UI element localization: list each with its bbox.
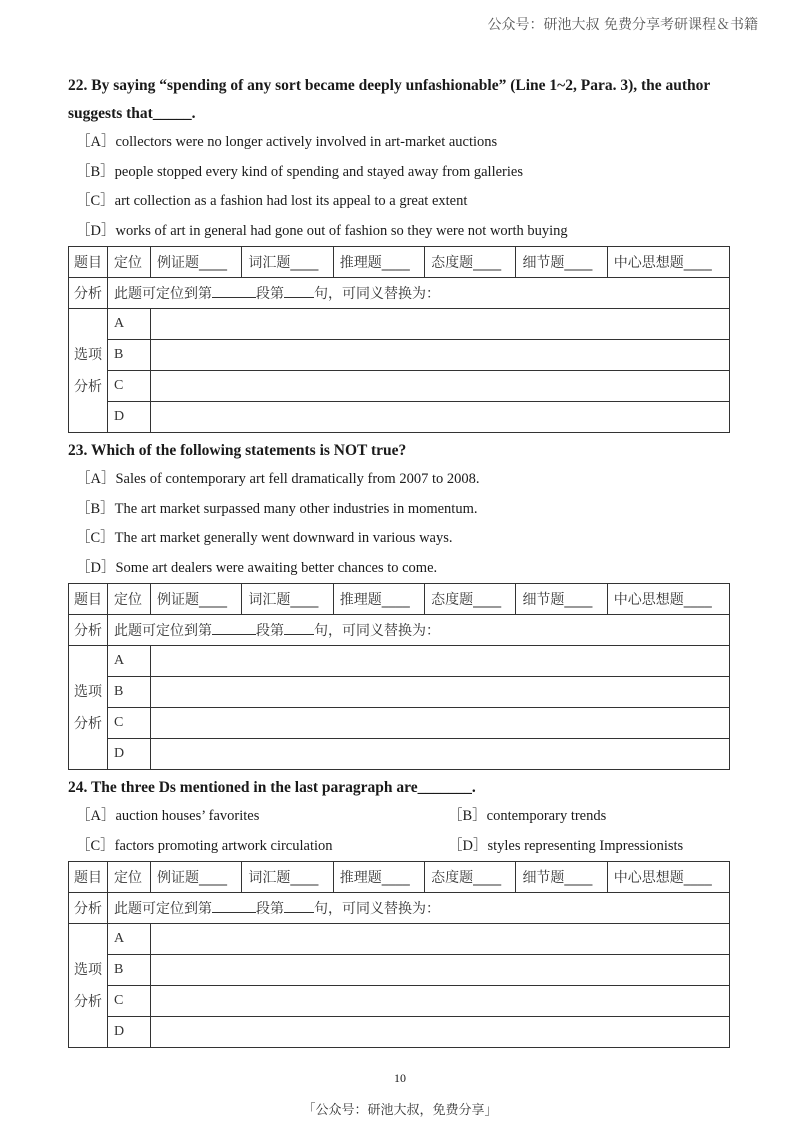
type-locate: 定位 — [108, 862, 151, 893]
type-detail: 细节题____ — [516, 584, 607, 615]
type-detail: 细节题____ — [516, 862, 607, 893]
answer-cell-a[interactable] — [151, 309, 730, 340]
footer-watermark-note: 「公众号：研池大叔，免费分享」 — [302, 1103, 498, 1118]
type-example: 例证题____ — [151, 247, 242, 278]
option-a: ［A］auction houses’ favorites — [76, 808, 260, 824]
letter-a: A — [108, 924, 151, 955]
answer-cell-c[interactable] — [151, 708, 730, 739]
letter-a: A — [108, 646, 151, 677]
option-c: ［C］factors promoting artwork circulation — [76, 837, 333, 854]
type-detail: 细节题____ — [516, 247, 607, 278]
answer-cell-c[interactable] — [151, 371, 730, 402]
option-d: ［D］Some art dealers were awaiting better chances to come. — [76, 559, 438, 576]
type-main-idea: 中心思想题____ — [607, 862, 729, 893]
worksheet-page — [68, 72, 732, 1052]
analysis-table — [68, 246, 730, 433]
type-inference: 推理题____ — [333, 862, 424, 893]
label-ti-mu: 题目 — [69, 584, 108, 615]
letter-c: C — [108, 371, 151, 402]
question-title: 22. By saying “spending of any sort became deeply unfashionable” (Line 1~2, Para. 3), the author suggests that_____. — [68, 77, 711, 122]
type-main-idea: 中心思想题____ — [607, 247, 729, 278]
label-fen-xi: 分析 — [69, 278, 108, 309]
answer-cell-d[interactable] — [151, 402, 730, 433]
letter-a: A — [108, 309, 151, 340]
letter-b: B — [108, 677, 151, 708]
type-vocabulary: 词汇题____ — [242, 247, 333, 278]
option-c: ［C］art collection as a fashion had lost its appeal to a great extent — [76, 193, 468, 209]
option-a: ［A］collectors were no longer actively involved in art-market auctions — [76, 134, 498, 150]
type-attitude: 态度题____ — [425, 247, 516, 278]
type-inference: 推理题____ — [333, 584, 424, 615]
paragraph-blank[interactable] — [212, 283, 256, 298]
answer-cell-b[interactable] — [151, 340, 730, 371]
letter-c: C — [108, 708, 151, 739]
type-vocabulary: 词汇题____ — [242, 862, 333, 893]
label-ti-mu: 题目 — [69, 862, 108, 893]
answer-cell-a[interactable] — [151, 924, 730, 955]
option-row-2 — [68, 832, 732, 862]
label-option-analysis: 选项 分析 — [69, 309, 108, 433]
locate-line[interactable]: 此题可定位到第 段第 句，可同义替换为： — [108, 893, 730, 924]
option-b: ［B］The art market surpassed many other industries in momentum. — [76, 500, 478, 517]
option-d: ［D］works of art in general had gone out of fashion so they were not worth buying — [76, 222, 568, 239]
option-a: ［A］Sales of contemporary art fell dramatically from 2007 to 2008. — [76, 471, 480, 487]
label-option-analysis: 选项 分析 — [69, 924, 108, 1048]
question-title: 24. The three Ds mentioned in the last paragraph are_______. — [68, 779, 476, 796]
type-attitude: 态度题____ — [425, 862, 516, 893]
type-inference: 推理题____ — [333, 247, 424, 278]
option-c: ［C］The art market generally went downward in various ways. — [76, 530, 453, 546]
type-vocabulary: 词汇题____ — [242, 584, 333, 615]
analysis-table — [68, 861, 730, 1048]
answer-cell-a[interactable] — [151, 646, 730, 677]
type-example: 例证题____ — [151, 584, 242, 615]
answer-cell-c[interactable] — [151, 986, 730, 1017]
letter-c: C — [108, 986, 151, 1017]
option-row-1 — [68, 802, 732, 832]
option-d: ［D］styles representing Impressionists — [448, 837, 684, 854]
question-24 — [68, 774, 732, 1048]
locate-line[interactable]: 此题可定位到第 段第 句，可同义替换为： — [108, 278, 730, 309]
label-fen-xi: 分析 — [69, 615, 108, 646]
letter-d: D — [108, 739, 151, 770]
label-fen-xi: 分析 — [69, 893, 108, 924]
type-locate: 定位 — [108, 584, 151, 615]
analysis-table — [68, 583, 730, 770]
paragraph-blank[interactable] — [212, 620, 256, 635]
answer-cell-d[interactable] — [151, 739, 730, 770]
type-example: 例证题____ — [151, 862, 242, 893]
type-locate: 定位 — [108, 247, 151, 278]
page-number: 10 — [394, 1071, 406, 1085]
letter-d: D — [108, 402, 151, 433]
letter-b: B — [108, 340, 151, 371]
header-watermark-note: 公众号：研池大叔 免费分享考研课程＆书籍 — [487, 17, 758, 33]
question-22 — [68, 72, 732, 433]
answer-cell-d[interactable] — [151, 1017, 730, 1048]
option-b: ［B］people stopped every kind of spending and stayed away from galleries — [76, 163, 523, 180]
type-main-idea: 中心思想题____ — [607, 584, 729, 615]
label-ti-mu: 题目 — [69, 247, 108, 278]
type-attitude: 态度题____ — [425, 584, 516, 615]
letter-d: D — [108, 1017, 151, 1048]
locate-line[interactable]: 此题可定位到第 段第 句，可同义替换为： — [108, 615, 730, 646]
sentence-blank[interactable] — [284, 898, 314, 913]
sentence-blank[interactable] — [284, 620, 314, 635]
sentence-blank[interactable] — [284, 283, 314, 298]
option-b: ［B］contemporary trends — [448, 808, 607, 824]
paragraph-blank[interactable] — [212, 898, 256, 913]
answer-cell-b[interactable] — [151, 677, 730, 708]
answer-cell-b[interactable] — [151, 955, 730, 986]
letter-b: B — [108, 955, 151, 986]
question-23 — [68, 437, 732, 770]
question-title: 23. Which of the following statements is NOT true? — [68, 442, 407, 459]
label-option-analysis: 选项 分析 — [69, 646, 108, 770]
